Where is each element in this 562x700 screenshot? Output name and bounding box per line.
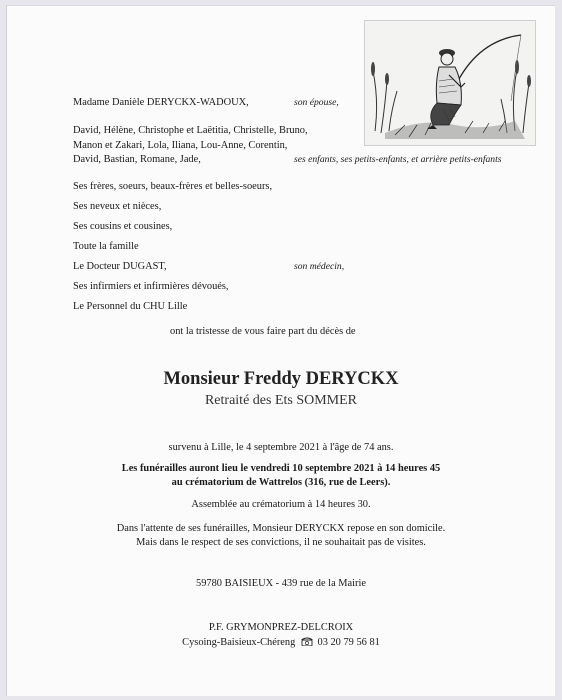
nephews-line: Ses neveux et nièces,	[73, 201, 162, 212]
nurses-line: Ses infirmiers et infirmières dévoués,	[73, 281, 229, 292]
wait-line-1: Dans l'attente de ses funérailles, Monsieur DERYCKX repose en son domicile.	[116, 523, 446, 534]
children-line-2: Manon et Zakari, Lola, Iliana, Lou-Anne, Corentin,	[73, 140, 288, 151]
assembly-line: Assemblée au crématorium à 14 heures 30.	[191, 499, 371, 510]
funeral-home-phone: 03 20 79 56 81	[317, 637, 380, 648]
siblings-line: Ses frères, soeurs, beaux-frères et belles-soeurs,	[73, 181, 273, 192]
wife-role: son épouse,	[294, 97, 339, 108]
funeral-line-1: Les funérailles auront lieu le vendredi 10 septembre 2021 à 14 heures 45	[121, 463, 441, 474]
wait-line-2: Mais dans le respect de ses convictions, il ne souhaitait pas de visites.	[136, 537, 426, 548]
cousins-line: Ses cousins et cousines,	[73, 221, 173, 232]
children-line-1: David, Hélène, Christophe et Laëtitia, Christelle, Bruno,	[73, 125, 308, 136]
phone-icon	[301, 637, 313, 646]
funeral-line-2: au crématorium de Wattrelos (316, rue de Leers).	[171, 477, 391, 488]
wife-name: Madame Danièle DERYCKX-WADOUX,	[73, 97, 249, 108]
fisherman-illustration	[364, 20, 536, 146]
funeral-home-contact	[0, 636, 562, 649]
announcement-text: ont la tristesse de vous faire part du décès de	[170, 326, 356, 337]
funeral-home-name: P.F. GRYMONPREZ-DELCROIX	[208, 622, 354, 633]
family-all-line: Toute la famille	[73, 241, 139, 252]
doctor-line: Le Docteur DUGAST,	[73, 261, 167, 272]
address-line: 59780 BAISIEUX - 439 rue de la Mairie	[196, 578, 366, 589]
deceased-title: Retraité des Ets SOMMER	[204, 393, 358, 408]
children-role: ses enfants, ses petits-enfants, et arrière petits-enfants	[294, 154, 502, 165]
doctor-role: son médecin,	[294, 261, 345, 272]
funeral-home-location: Cysoing-Baisieux-Chéreng	[182, 637, 296, 648]
deceased-name: Monsieur Freddy DERYCKX	[163, 369, 399, 389]
staff-line: Le Personnel du CHU Lille	[73, 301, 188, 312]
death-info: survenu à Lille, le 4 septembre 2021 à l'âge de 74 ans.	[168, 442, 394, 453]
children-line-3: David, Bastian, Romane, Jade,	[73, 154, 201, 165]
